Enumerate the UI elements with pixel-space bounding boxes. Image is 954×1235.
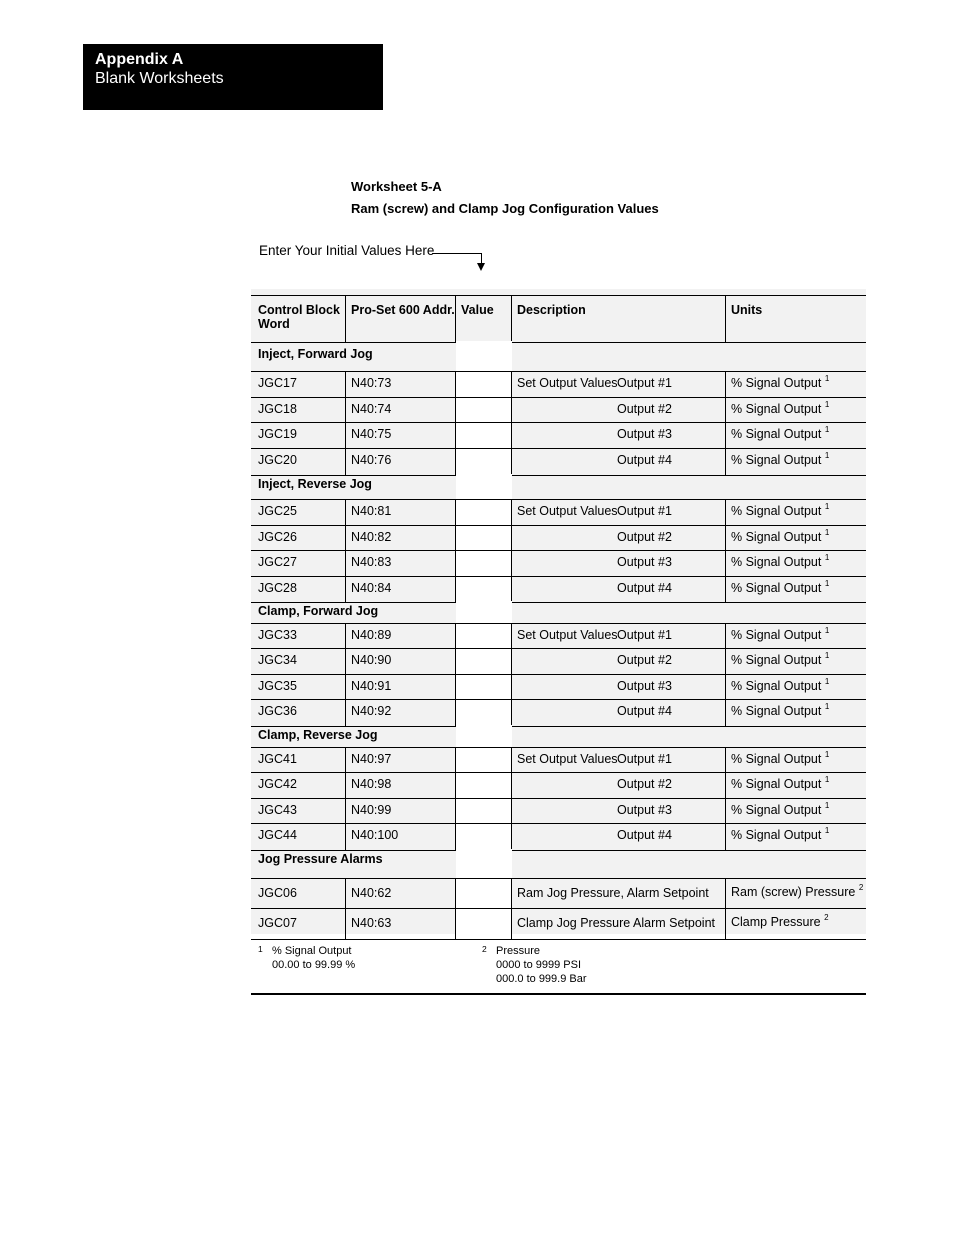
proset-address: N40:90 xyxy=(346,649,456,675)
units-text: % Signal Output xyxy=(731,653,822,667)
control-block-word: JGC20 xyxy=(251,449,346,475)
units-text: % Signal Output xyxy=(731,504,822,518)
table-row xyxy=(251,525,866,551)
value-input-cell[interactable] xyxy=(456,700,512,726)
footnote-ref: 1 xyxy=(824,775,830,784)
table-row xyxy=(251,550,866,577)
description-text: Set Output Values xyxy=(517,504,618,518)
value-input-cell[interactable] xyxy=(456,500,512,526)
description-text: Clamp Jog Pressure Alarm Setpoint xyxy=(517,916,716,930)
footnote-ref: 1 xyxy=(824,801,830,810)
control-block-word: JGC34 xyxy=(251,649,346,675)
footnote-1-line: % Signal Output xyxy=(272,945,352,957)
units-text: Ram (screw) Pressure xyxy=(731,885,856,899)
units-cell xyxy=(726,649,866,675)
control-block-word: JGC06 xyxy=(251,879,346,909)
footnote-2-number: 2 xyxy=(482,944,487,954)
control-block-word: JGC17 xyxy=(251,372,346,398)
section-row xyxy=(251,601,866,623)
table-row xyxy=(251,674,866,700)
proset-address: N40:84 xyxy=(346,577,456,602)
control-block-word: JGC35 xyxy=(251,675,346,700)
control-block-word: JGC28 xyxy=(251,577,346,602)
description-text: Set Output Values xyxy=(517,752,618,766)
callout-arrow-line xyxy=(432,253,482,254)
footnote-ref: 1 xyxy=(824,451,830,460)
header-description: Description xyxy=(512,296,726,342)
description-cell xyxy=(512,649,726,675)
table-row xyxy=(251,623,866,649)
description-cell xyxy=(512,824,726,850)
proset-address: N40:63 xyxy=(346,909,456,939)
proset-address: N40:91 xyxy=(346,675,456,700)
appendix-subtitle: Blank Worksheets xyxy=(95,70,224,87)
output-label: Output #1 xyxy=(617,376,672,390)
output-label: Output #1 xyxy=(617,628,672,642)
description-cell xyxy=(512,551,726,577)
worksheet-subtitle: Ram (screw) and Clamp Jog Configuration Values xyxy=(351,201,659,216)
appendix-title: Appendix A xyxy=(95,51,184,68)
control-block-word: JGC44 xyxy=(251,824,346,850)
control-block-word: JGC18 xyxy=(251,398,346,423)
units-text: % Signal Output xyxy=(731,803,822,817)
units-text: % Signal Output xyxy=(731,402,822,416)
table-row xyxy=(251,448,866,476)
value-input-cell[interactable] xyxy=(456,398,512,423)
control-block-word: JGC27 xyxy=(251,551,346,577)
description-cell xyxy=(512,526,726,551)
table-row xyxy=(251,798,866,824)
control-block-word: JGC19 xyxy=(251,423,346,449)
section-title: Clamp, Forward Jog xyxy=(258,604,379,618)
description-cell xyxy=(512,423,726,449)
units-text: % Signal Output xyxy=(731,555,822,569)
section-value-gap xyxy=(456,725,512,747)
table-row xyxy=(251,397,866,423)
footnote-2-line: Pressure xyxy=(496,945,541,957)
proset-address: N40:82 xyxy=(346,526,456,551)
table-row xyxy=(251,823,866,851)
footnote-1-number: 1 xyxy=(258,944,263,954)
initial-values-callout: Enter Your Initial Values Here xyxy=(259,243,435,258)
section-value-gap xyxy=(456,474,512,499)
units-cell xyxy=(726,799,866,824)
proset-address: N40:74 xyxy=(346,398,456,423)
value-input-cell[interactable] xyxy=(456,909,512,939)
footnote-ref: 1 xyxy=(824,425,830,434)
units-cell xyxy=(726,577,866,602)
control-block-word: JGC33 xyxy=(251,624,346,649)
description-cell xyxy=(512,372,726,398)
units-cell xyxy=(726,423,866,449)
table-row xyxy=(251,499,866,526)
footnote-ref: 1 xyxy=(824,502,830,511)
footnote-ref: 2 xyxy=(858,883,864,892)
units-cell xyxy=(726,773,866,799)
output-label: Output #1 xyxy=(617,504,672,518)
header-units: Units xyxy=(731,303,763,317)
units-cell xyxy=(726,372,866,398)
units-cell xyxy=(726,500,866,526)
footnote-2-line: 000.0 to 999.9 Bar xyxy=(496,973,587,985)
footnote-ref: 1 xyxy=(824,826,830,835)
description-cell xyxy=(512,909,726,939)
units-text: % Signal Output xyxy=(731,530,822,544)
value-input-cell[interactable] xyxy=(456,879,512,909)
table-bottom-rule xyxy=(251,993,866,995)
table-row xyxy=(251,908,866,940)
value-input-cell[interactable] xyxy=(456,773,512,799)
section-title: Clamp, Reverse Jog xyxy=(258,728,378,742)
proset-address: N40:92 xyxy=(346,700,456,726)
value-input-cell[interactable] xyxy=(456,624,512,649)
value-input-cell[interactable] xyxy=(456,577,512,602)
table-row xyxy=(251,371,866,398)
value-input-cell[interactable] xyxy=(456,423,512,449)
description-cell xyxy=(512,449,726,475)
output-label: Output #4 xyxy=(617,453,672,467)
section-row xyxy=(251,341,866,371)
description-cell xyxy=(512,748,726,773)
section-title: Jog Pressure Alarms xyxy=(258,852,383,866)
footnote-ref: 2 xyxy=(824,913,829,922)
units-cell xyxy=(726,551,866,577)
footnote-ref: 1 xyxy=(824,626,830,635)
header-control-block-word: Control Block Word xyxy=(251,296,346,342)
section-value-gap xyxy=(456,601,512,623)
footnote-ref: 1 xyxy=(824,702,830,711)
output-label: Output #4 xyxy=(617,581,672,595)
output-label: Output #2 xyxy=(617,777,672,791)
output-label: Output #3 xyxy=(617,679,672,693)
appendix-header xyxy=(83,44,383,110)
section-value-gap xyxy=(456,849,512,878)
description-text: Set Output Values xyxy=(517,376,618,390)
proset-address: N40:73 xyxy=(346,372,456,398)
table-row xyxy=(251,699,866,727)
units-cell xyxy=(726,449,866,475)
output-label: Output #2 xyxy=(617,530,672,544)
units-cell xyxy=(726,879,866,909)
control-block-word: JGC25 xyxy=(251,500,346,526)
units-text: % Signal Output xyxy=(731,427,822,441)
units-text: % Signal Output xyxy=(731,679,822,693)
footnote-ref: 1 xyxy=(824,553,830,562)
value-input-cell[interactable] xyxy=(456,526,512,551)
units-text: % Signal Output xyxy=(731,376,822,390)
units-text: % Signal Output xyxy=(731,581,822,595)
table-row xyxy=(251,648,866,675)
section-row xyxy=(251,474,866,499)
header-proset-addr: Pro-Set 600 Addr. xyxy=(346,296,456,342)
proset-address: N40:62 xyxy=(346,879,456,909)
output-label: Output #3 xyxy=(617,803,672,817)
description-text: Set Output Values xyxy=(517,628,618,642)
footnote-1-line: 00.00 to 99.99 % xyxy=(272,959,356,971)
description-cell xyxy=(512,799,726,824)
description-text: Ram Jog Pressure, Alarm Setpoint xyxy=(517,886,709,900)
proset-address: N40:89 xyxy=(346,624,456,649)
units-text: % Signal Output xyxy=(731,453,822,467)
value-input-cell[interactable] xyxy=(456,824,512,850)
control-block-word: JGC43 xyxy=(251,799,346,824)
section-row xyxy=(251,725,866,747)
units-text: % Signal Output xyxy=(731,704,822,718)
table-header-row xyxy=(251,295,866,343)
value-input-cell[interactable] xyxy=(456,675,512,700)
units-cell xyxy=(726,526,866,551)
footnote-2-line: 0000 to 9999 PSI xyxy=(496,959,582,971)
value-input-cell[interactable] xyxy=(456,449,512,475)
description-cell xyxy=(512,675,726,700)
table-row xyxy=(251,747,866,773)
description-cell xyxy=(512,879,726,909)
section-value-gap xyxy=(456,341,512,371)
proset-address: N40:83 xyxy=(346,551,456,577)
value-input-cell[interactable] xyxy=(456,551,512,577)
value-input-cell[interactable] xyxy=(456,799,512,824)
units-cell xyxy=(726,624,866,649)
value-input-cell[interactable] xyxy=(456,649,512,675)
value-input-cell[interactable] xyxy=(456,748,512,773)
units-cell xyxy=(726,675,866,700)
section-row xyxy=(251,849,866,878)
table-row xyxy=(251,422,866,449)
control-block-word: JGC42 xyxy=(251,773,346,799)
proset-address: N40:75 xyxy=(346,423,456,449)
table-row xyxy=(251,878,866,909)
footnote-ref: 1 xyxy=(824,750,830,759)
units-text: % Signal Output xyxy=(731,777,822,791)
description-cell xyxy=(512,398,726,423)
units-text: % Signal Output xyxy=(731,628,822,642)
footnote-ref: 1 xyxy=(824,677,830,686)
description-cell xyxy=(512,773,726,799)
footnote-ref: 1 xyxy=(824,374,830,383)
units-cell xyxy=(726,824,866,850)
footnote-ref: 1 xyxy=(824,651,830,660)
section-title: Inject, Reverse Jog xyxy=(258,477,372,491)
output-label: Output #2 xyxy=(617,402,672,416)
units-cell xyxy=(726,909,866,939)
description-cell xyxy=(512,500,726,526)
proset-address: N40:81 xyxy=(346,500,456,526)
units-cell xyxy=(726,700,866,726)
worksheet-title: Worksheet 5-A xyxy=(351,179,442,194)
footnote-ref: 1 xyxy=(824,579,830,588)
description-cell xyxy=(512,577,726,602)
units-text: % Signal Output xyxy=(731,828,822,842)
description-cell xyxy=(512,700,726,726)
footnote-ref: 1 xyxy=(824,528,830,537)
output-label: Output #4 xyxy=(617,704,672,718)
proset-address: N40:99 xyxy=(346,799,456,824)
units-text: Clamp Pressure xyxy=(731,915,821,929)
proset-address: N40:97 xyxy=(346,748,456,773)
control-block-word: JGC36 xyxy=(251,700,346,726)
units-cell xyxy=(726,748,866,773)
description-cell xyxy=(512,624,726,649)
units-text: % Signal Output xyxy=(731,752,822,766)
control-block-word: JGC41 xyxy=(251,748,346,773)
footnote-ref: 1 xyxy=(824,400,830,409)
proset-address: N40:100 xyxy=(346,824,456,850)
units-cell xyxy=(726,398,866,423)
table-row xyxy=(251,576,866,603)
section-title: Inject, Forward Jog xyxy=(258,347,373,361)
output-label: Output #2 xyxy=(617,653,672,667)
output-label: Output #3 xyxy=(617,555,672,569)
control-block-word: JGC26 xyxy=(251,526,346,551)
output-label: Output #1 xyxy=(617,752,672,766)
table-row xyxy=(251,772,866,799)
control-block-word: JGC07 xyxy=(251,909,346,939)
proset-address: N40:98 xyxy=(346,773,456,799)
proset-address: N40:76 xyxy=(346,449,456,475)
output-label: Output #4 xyxy=(617,828,672,842)
output-label: Output #3 xyxy=(617,427,672,441)
down-arrow-icon xyxy=(477,263,485,271)
value-input-cell[interactable] xyxy=(456,372,512,398)
header-value: Value xyxy=(456,296,512,342)
